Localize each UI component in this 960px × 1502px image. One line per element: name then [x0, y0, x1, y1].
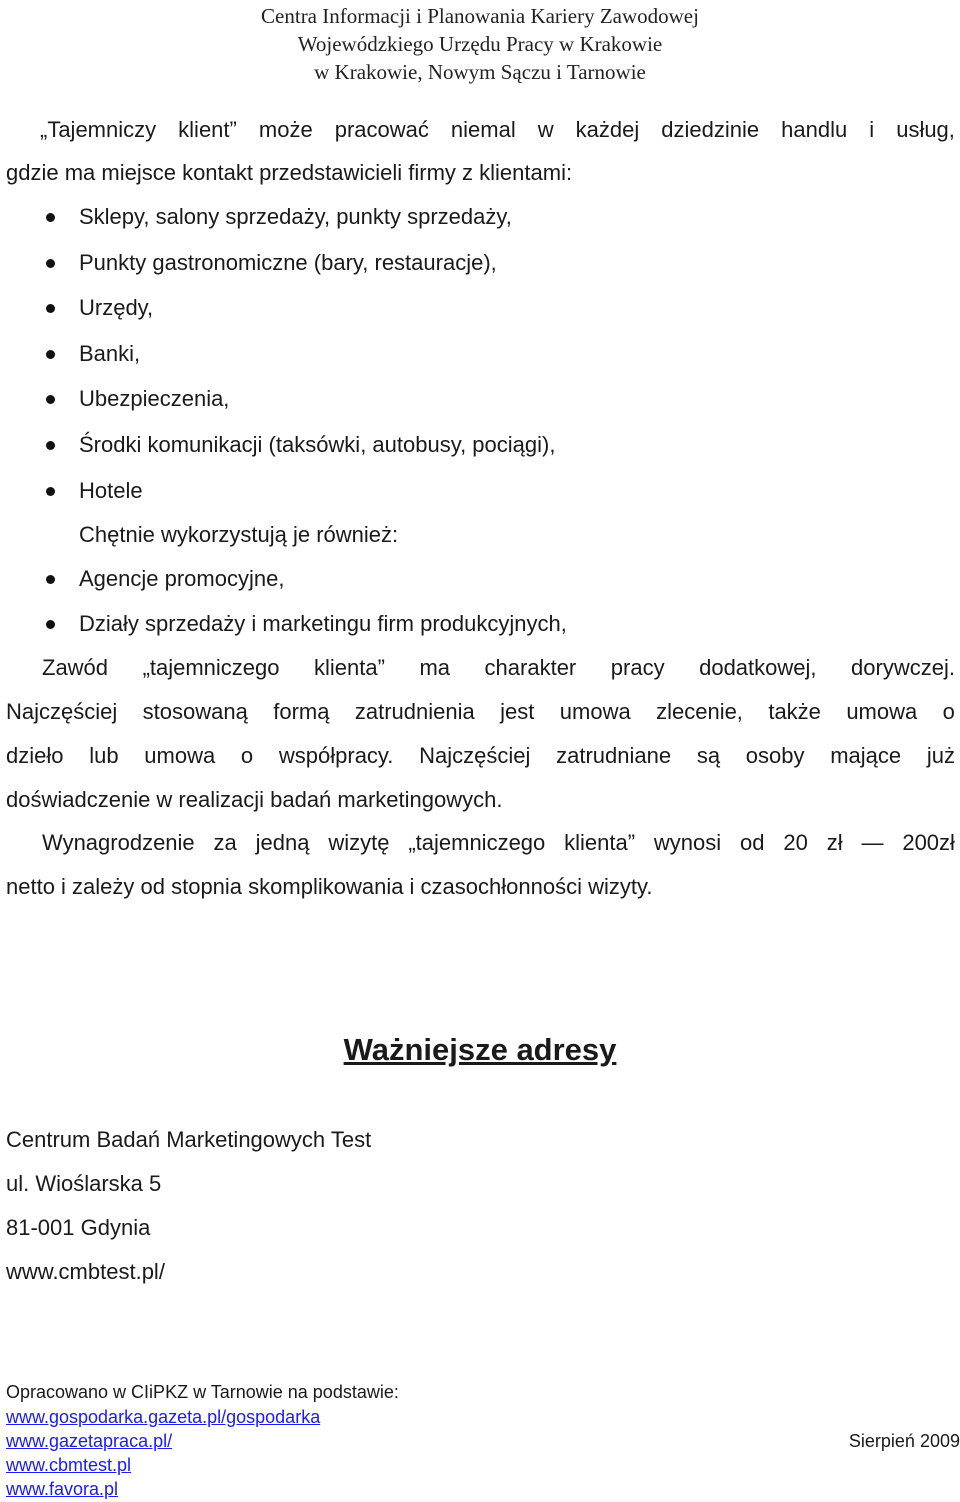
venue-item-label: Ubezpieczenia,	[79, 386, 230, 412]
para-line-5-word: wizytę	[328, 830, 390, 855]
venue-item-label: Hotele	[79, 477, 143, 503]
header-line-1: Centra Informacji i Planowania Kariery Zawodowej	[261, 4, 699, 28]
address-line-city: 81-001 Gdynia	[6, 1215, 151, 1240]
para-line-2-word: zatrudnienia	[354, 699, 475, 724]
para-line-5-word: za	[213, 830, 237, 855]
bullet-icon	[46, 350, 55, 359]
footer-link-cbmtest[interactable]: www.cbmtest.pl	[6, 1455, 132, 1475]
para-line-5-word: Wynagrodzenie	[42, 830, 195, 855]
venue-item-label: Urzędy,	[79, 295, 154, 321]
para-line-5-word: zł	[826, 830, 843, 855]
para-line-2-word: o	[942, 699, 955, 724]
para-line-6: netto i zależy od stopnia skomplikowania i czasochłonności wizyty.	[6, 874, 653, 899]
para-line-5-word: od	[740, 830, 765, 855]
footer-link-favora[interactable]: www.favora.pl	[6, 1479, 119, 1499]
para-line-1-word: dorywczej.	[851, 655, 955, 680]
para-line-1-word: pracy	[610, 655, 665, 680]
also-item-label: Działy sprzedaży i marketingu firm produkcyjnych,	[79, 611, 567, 636]
venue-item-label: Środki komunikacji (taksówki, autobusy, pociągi),	[79, 432, 556, 457]
header-line-2: Wojewódzkiego Urzędu Pracy w Krakowie	[297, 32, 663, 56]
para-line-1-word: „tajemniczego	[142, 655, 280, 680]
intro-line-1-word: usług,	[896, 117, 955, 142]
para-line-5-word: klienta”	[564, 830, 636, 855]
intro-line-1	[40, 117, 955, 143]
bullet-icon	[46, 395, 55, 404]
para-line-2-word: umowa	[846, 699, 918, 724]
venue-item-label: Banki,	[79, 340, 141, 366]
bullet-icon	[46, 304, 55, 313]
para-line-3-word: dzieło	[6, 743, 64, 768]
address-line-street: ul. Wioślarska 5	[6, 1171, 162, 1196]
para-line-3-word: o	[240, 743, 254, 768]
para-line-1-word: Zawód	[42, 655, 109, 680]
bullet-icon	[46, 620, 55, 629]
intro-line-1-word: pracować	[334, 117, 429, 142]
para-line-1-word: dodatkowej,	[699, 655, 817, 680]
header-line-3: w Krakowie, Nowym Sączu i Tarnowie	[314, 60, 646, 84]
intro-line-1-words	[40, 117, 955, 143]
intro-line-1-word: może	[258, 117, 313, 142]
venue-item-label: Sklepy, salony sprzedaży, punkty sprzedaży,	[79, 204, 512, 229]
para-line-2	[6, 699, 955, 725]
para-line-3-word: są	[696, 743, 721, 768]
bullet-icon	[46, 575, 55, 584]
para-line-2-word: Najczęściej	[6, 699, 118, 724]
para-line-2-word: umowa	[559, 699, 631, 724]
para-line-3-word: umowa	[144, 743, 216, 768]
footer-date: Sierpień 2009	[848, 1431, 960, 1451]
para-line-3-word: już	[926, 743, 955, 768]
para-line-4: doświadczenie w realizacji badań marketingowych.	[6, 787, 503, 812]
intro-line-1-word: handlu	[781, 117, 848, 142]
intro-line-1-word: każdej	[575, 117, 640, 142]
footer-link-gospodarka[interactable]: www.gospodarka.gazeta.pl/gospodarka	[6, 1407, 321, 1427]
venue-item-label: Punkty gastronomiczne (bary, restauracje),	[79, 249, 497, 275]
bullet-icon	[46, 213, 55, 222]
para-line-1-words	[42, 655, 955, 681]
para-line-3-word: osoby	[745, 743, 805, 768]
intro-line-1-word: „Tajemniczy	[40, 117, 157, 142]
para-line-3-words	[6, 743, 955, 769]
address-line-company: Centrum Badań Marketingowych Test	[6, 1127, 372, 1152]
bullet-icon	[46, 259, 55, 268]
intro-line-1-word: klient”	[178, 117, 237, 142]
address-line-website: www.cmbtest.pl/	[6, 1259, 165, 1284]
para-line-2-word: formą	[273, 699, 330, 724]
para-line-3-word: współpracy.	[278, 743, 394, 768]
para-line-2-word: stosowaną	[142, 699, 248, 724]
intro-line-1-word: w	[537, 117, 554, 142]
para-line-1	[42, 655, 955, 681]
intro-line-1-word: i	[869, 117, 875, 142]
para-line-3-word: zatrudniane	[556, 743, 672, 768]
para-line-5-words	[42, 830, 955, 856]
footer-source-label: Opracowano w CIiPKZ w Tarnowie na podstawie:	[6, 1382, 399, 1402]
para-line-5-word: „tajemniczego	[408, 830, 546, 855]
para-line-2-word: zlecenie,	[656, 699, 743, 724]
para-line-5-word: —	[861, 830, 884, 855]
also-item-label: Agencje promocyjne,	[79, 566, 285, 591]
para-line-3-word: mające	[830, 743, 902, 768]
para-line-5-word: 200zł	[902, 830, 955, 855]
bullet-icon	[46, 441, 55, 450]
para-line-3-word: lub	[89, 743, 119, 768]
also-label: Chętnie wykorzystują je również:	[79, 522, 399, 547]
intro-line-1-word: niemal	[450, 117, 516, 142]
para-line-3	[6, 743, 955, 769]
para-line-2-word: także	[768, 699, 821, 724]
para-line-5-word: 20	[783, 830, 808, 855]
intro-line-2: gdzie ma miejsce kontakt przedstawicieli firmy z klientami:	[6, 160, 573, 185]
para-line-2-words	[6, 699, 955, 725]
para-line-1-word: charakter	[484, 655, 577, 680]
footer-link-gazetapraca[interactable]: www.gazetapraca.pl/	[6, 1431, 173, 1451]
bullet-icon	[46, 487, 55, 496]
para-line-5	[42, 830, 955, 856]
para-line-1-word: klienta”	[314, 655, 385, 680]
para-line-1-word: ma	[419, 655, 451, 680]
addresses-heading: Ważniejsze adresy	[343, 1032, 617, 1067]
para-line-2-word: jest	[500, 699, 535, 724]
para-line-3-word: Najczęściej	[419, 743, 531, 768]
para-line-5-word: wynosi	[653, 830, 722, 855]
intro-line-1-word: dziedzinie	[661, 117, 760, 142]
para-line-5-word: jedną	[255, 830, 310, 855]
